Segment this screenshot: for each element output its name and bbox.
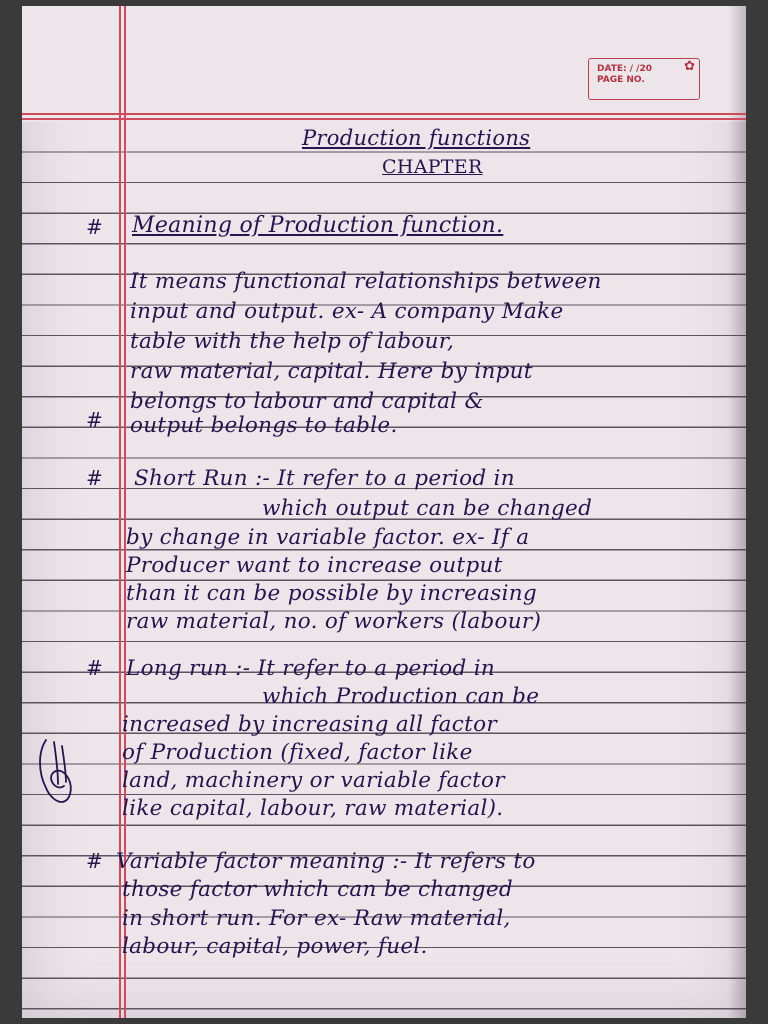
text-line: raw material, no. of workers (labour): [126, 609, 542, 634]
text-line: which output can be changed: [262, 496, 593, 521]
text-line: increased by increasing all factor: [122, 712, 497, 737]
text-line: Long run :- It refer to a period in: [126, 656, 496, 681]
notebook-page: [22, 6, 746, 1018]
text-line: table with the help of labour,: [130, 329, 455, 354]
text-line: input and output. ex- A company Make: [130, 299, 564, 324]
hash-mark: #: [86, 656, 103, 680]
text-line: by change in variable factor. ex- If a: [126, 525, 530, 550]
text-line: labour, capital, power, fuel.: [122, 934, 428, 959]
signature-scribble: [32, 732, 80, 812]
section-heading: Meaning of Production function.: [132, 213, 504, 238]
text-line: than it can be possible by increasing: [126, 581, 537, 606]
text-line: of Production (fixed, factor like: [122, 740, 473, 765]
hash-mark: #: [86, 849, 103, 873]
text-line: Short Run :- It refer to a period in: [134, 466, 515, 491]
text-line: raw material, capital. Here by input: [130, 359, 533, 384]
date-label: DATE: / /20: [597, 64, 652, 74]
page-no-label: PAGE NO.: [597, 75, 645, 85]
text-line: land, machinery or variable factor: [122, 768, 505, 793]
margin-line-top-2: [22, 118, 746, 120]
text-line: Producer want to increase output: [126, 553, 503, 578]
text-line: those factor which can be changed: [122, 877, 513, 902]
hash-mark: #: [86, 408, 103, 432]
margin-line-top-1: [22, 113, 746, 115]
text-line: Variable factor meaning :- It refers to: [116, 849, 536, 874]
flower-icon: ✿: [684, 59, 695, 74]
date-page-box: [588, 58, 700, 100]
text-line: which Production can be: [262, 684, 540, 709]
text-line: belongs to labour and capital &: [130, 389, 484, 414]
text-line: It means functional relationships between: [130, 269, 602, 294]
hash-mark: #: [86, 466, 103, 490]
page-subtitle: CHAPTER: [382, 156, 483, 178]
text-line: like capital, labour, raw material).: [122, 796, 504, 821]
page-edge-shadow: [728, 6, 746, 1018]
text-line: output belongs to table.: [130, 413, 398, 438]
text-line: in short run. For ex- Raw material,: [122, 906, 511, 931]
page-title: Production functions: [302, 126, 531, 150]
hash-mark: #: [86, 215, 103, 239]
